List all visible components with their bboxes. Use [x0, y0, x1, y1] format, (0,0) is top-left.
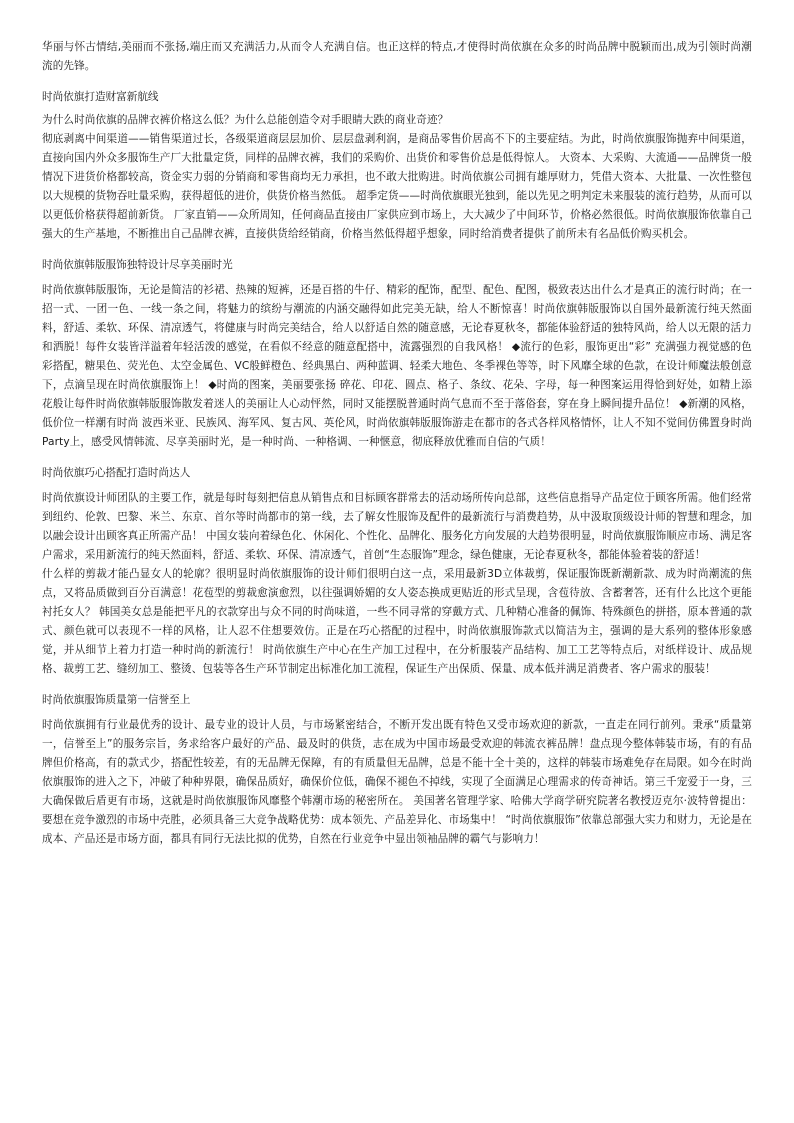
section-heading: 时尚依旗韩版服饰独特设计尽享美丽时光 — [42, 259, 233, 271]
section-paragraph: 彻底剥离中间渠道——销售渠道过长，各级渠道商层层加价、层层盘剥利润，是商品零售价居高不下的主要症结。为此，时尚依旗服饰抛弃中间渠道，直接向国内外众多服饰生产厂大批量定货，同样的品牌衣裤，我们的采购价、出货价和零售价总是低得惊人。 大资本、大采购、大流通——品牌货一般情况下进货价格都较高，资金实力弱的分销商和零售商均无力承担，也不敢大批购进。时尚依旗公司拥有雄厚财力，凭借大资本、大批量、一次性整包以大规模的货物吞吐量采购，获得超低的进价，供货价格当然低。 超季定货——时尚依旗眼光独到，能以先见之明判定未来服装的流行趋势，从而可以以更低价格获得超前新货。 厂家直销——众所周知，任何商品直接由厂家供应到市场上，大大减少了中间环节，价格必然很低。时尚依旗服饰依靠自己强大的生产基地，不断推出自己品牌衣裤，直接供货给经销商，价格当然低得超乎想象，同时给消费者提供了前所未有名品低价购买机会。 — [42, 133, 752, 240]
section-heading: 时尚依旗服饰质量第一信誉至上 — [42, 694, 191, 706]
section-paragraph: 什么样的剪裁才能凸显女人的轮廓？很明显时尚依旗服饰的设计师们很明白这一点，采用最新3D立体裁剪，保证服饰既新潮新款、成为时尚潮流的焦点，又将品质做到百分百满意！花苞型的剪裁愈演愈烈，以往强调娇媚的女人姿态换成更贴近的形式呈现，含苞待放、含蓄奢答，还有什么比这个更能衬托女人？ 韩国美女总是能把平凡的衣款穿出与众不同的时尚味道，一些不同寻常的穿戴方式、几种精心准备的佩饰、特殊颜色的拼搭，原本普通的款式、颜色就可以表现不一样的风格，让人忍不住想要效仿。正是在巧心搭配的过程中，时尚依旗服饰款式以简洁为主，强调的是大系列的整体形象感觉，并从细节上着力打造一种时尚的新流行！ 时尚依旗生产中心在生产加工过程中，在分析服装产品结构、加工工艺等特点后，对纸样设计、成品规格、裁剪工艺、缝纫加工、整烫、包装等各生产环节制定出标准化加工流程，保证生产出保质、保量、成本低并满足消费者、客户需求的服装！ — [42, 568, 752, 675]
section-paragraph: 时尚依旗设计师团队的主要工作，就是每时每刻把信息从销售点和目标顾客群常去的活动场所传向总部，这些信息指导产品定位于顾客所需。他们经常到纽约、伦敦、巴黎、米兰、东京、首尔等时尚都市的第一线，去了解女性服饰及配件的最新流行与消费趋势，从中汲取顶级设计师的智慧和理念，加以融会设计出顾客真正所需产品！ 中国女装向着绿色化、休闲化、个性化、品牌化、服务化方向发展的大趋势很明显，时尚依旗服饰顺应市场、满足客户需求，采用新流行的纯天然面料，舒适、柔软、环保、清凉透气，首创“生态服饰”理念，绿色健康，无论春夏秋冬，都能体验着装的舒适！ — [42, 492, 752, 561]
intro-paragraph: 华丽与怀古情结,美丽而不张扬,端庄而又充满活力,从而令人充满自信。也正这样的特点,才使得时尚依旗在众多的时尚品牌中脱颖而出,成为引领时尚潮流的先锋。 — [42, 41, 752, 72]
section-design — [42, 256, 752, 452]
section-styling — [42, 464, 752, 679]
section-heading: 时尚依旗打造财富新航线 — [42, 91, 159, 103]
section-paragraph: 为什么时尚依旗的品牌衣裤价格这么低？为什么总能创造令对手眼睛大跌的商业奇迹？ — [42, 114, 449, 126]
section-heading: 时尚依旗巧心搭配打造时尚达人 — [42, 467, 191, 479]
section-wealth — [42, 88, 752, 244]
section-quality — [42, 691, 752, 849]
section-paragraph: 时尚依旗拥有行业最优秀的设计、最专业的设计人员，与市场紧密结合，不断开发出既有特色又受市场欢迎的新款，一直走在同行前列。秉承“质量第一，信誉至上”的服务宗旨，务求给客户最好的产品、最及时的供货，志在成为中国市场最受欢迎的韩流衣裤品牌！盘点现今整体韩装市场，有的有品牌但价格高，有的款式少，搭配性较差，有的无品牌无保障，有的有质量但无品牌，总是不能十全十美的，这样的韩装市场难免存在局限。如今在时尚依旗服饰的进入之下，冲破了种种界限，确保品质好，确保价位低，确保不褪色不掉线，实现了全面满足心理需求的传奇神话。第三千宠爱于一身，三大确保做后盾更有市场，这就是时尚依旗服饰风靡整个韩潮市场的秘密所在。 美国著名管理学家、哈佛大学商学研究院著名教授迈克尔·波特曾提出：要想在竞争激烈的市场中壳胜，必须具备三大竞争战略优势：成本领先、产品差异化、市场集中！ “时尚依旗服饰”依靠总部强大实力和财力，无论是在成本、产品还是市场方面，都具有同行无法比拟的优势，自然在行业竞争中显出领袖品牌的霸气与影响力！ — [42, 719, 752, 845]
section-paragraph: 时尚依旗韩版服饰，无论是简洁的衫裙、热辣的短裤，还是百搭的牛仔、精彩的配饰，配型、配色、配图，极致表达出什么才是真正的流行时尚；在一招一式、一团一色、一线一条之间，将魅力的缤纷与潮流的内涵交融得如此完美无缺，给人不断惊喜！时尚依旗韩版服饰以自国外最新流行纯天然面料，舒适、柔软、环保、清凉透气，将健康与时尚完美结合，给人以舒适自然的随意感，无论春夏秋冬，都能体验舒适的独特风尚，给人以无限的活力和洒脱！每件女装皆洋溢着年轻活泼的感觉，在看似不经意的随意配搭中，流露强烈的自我风格！ ◆流行的色彩，服饰更出“彩” 充满强力视觉感的色彩搭配，糖果色、荧光色、太空金属色、VC般鲜橙色、经典黑白、两种蓝调、轻柔大地色、冬季裸色等等，时下风靡全球的色款，在设计师魔法般创意下，点滴呈现在时尚依旗服饰上！ ◆时尚的图案，美丽要张扬 碎花、印花、圆点、格子、条纹、花朵、字母，每一种图案运用得恰到好处，如精上添花般让每件时尚依旗韩版服饰散发着迷人的美丽让人心动怦然，同时又能摆脱普通时尚气息而不至于落俗套，穿在身上瞬间提升品位！ ◆新潮的风格，低价位一样潮有时尚 波西米亚、民族风、海军风、复古风、英伦风，时尚依旗韩版服饰游走在都市的各式各样风格情怀，让人不知不觉间仿佛置身时尚Party上，感受风情韩流、尽享美丽时光，是一种时尚、一种格调、一种惬意，彻底释放优雅而自信的气质！ — [42, 284, 752, 448]
